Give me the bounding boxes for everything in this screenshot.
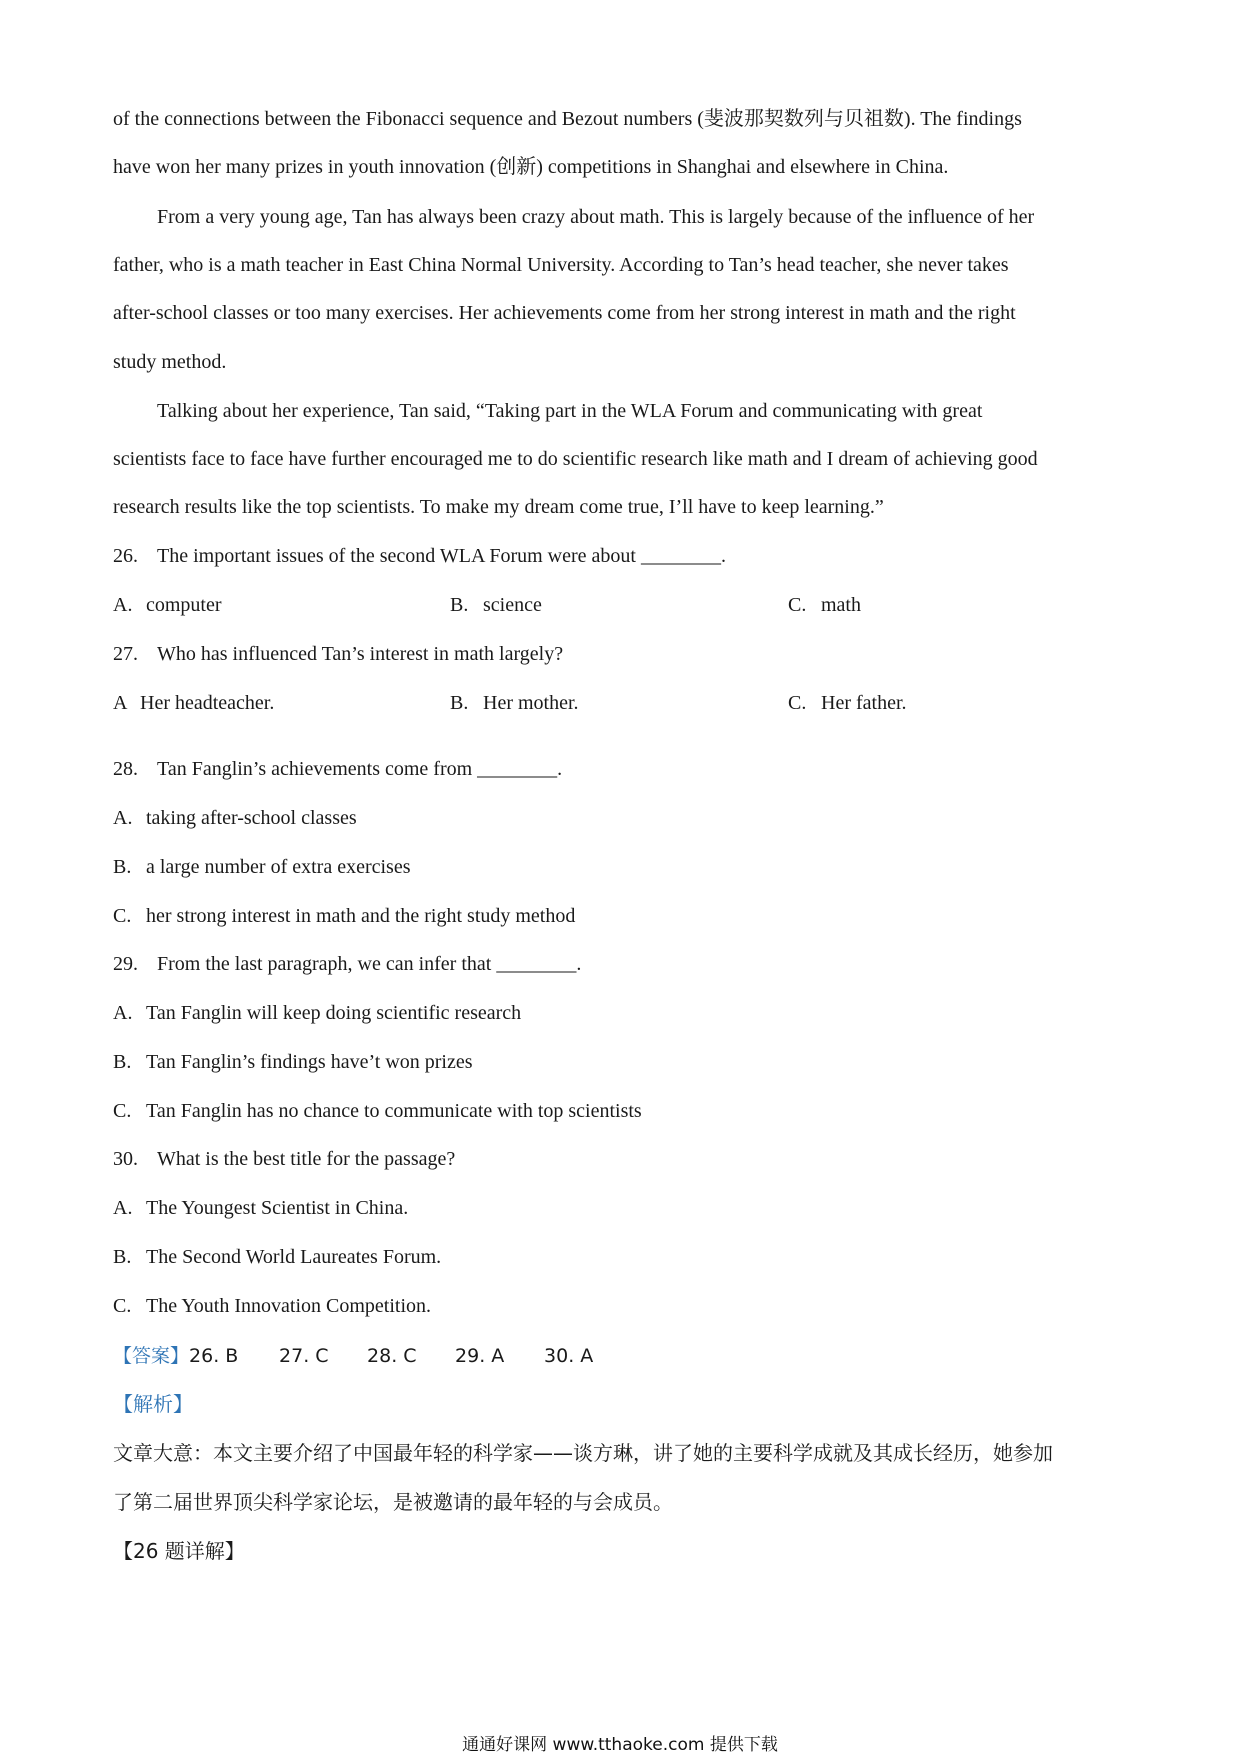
- question-29: [113, 951, 581, 977]
- option-26-a: A. computer: [113, 594, 222, 616]
- question-number: 28.: [113, 758, 138, 780]
- passage-text: scientists face to face have further encouraged me to do scientific research like math and I dream of achieving good: [113, 448, 1038, 470]
- option-30-b: B. The Second World Laureates Forum.: [113, 1246, 442, 1268]
- detail-heading: 【26 题详解】: [113, 1539, 245, 1563]
- question-number: 30.: [113, 1148, 138, 1170]
- question-number: 29.: [113, 953, 138, 975]
- answer-label: 【答案】: [113, 1345, 190, 1367]
- option-27-a: A Her headteacher.: [113, 692, 275, 714]
- option-30-c: C. The Youth Innovation Competition.: [113, 1295, 431, 1317]
- answer-item: 28. C: [367, 1345, 417, 1367]
- passage-text: research results like the top scientists. To make my dream come true, I’ll have to keep learning.”: [113, 496, 884, 518]
- answer-line: [113, 1343, 593, 1369]
- answer-item: 29. A: [455, 1345, 505, 1367]
- question-number: 27.: [113, 643, 138, 665]
- option-29-b: B. Tan Fanglin’s findings have’t won prizes: [113, 1051, 473, 1073]
- question-text: What is the best title for the passage?: [157, 1148, 456, 1170]
- answer-item: 30. A: [544, 1345, 594, 1367]
- option-29-a: A. Tan Fanglin will keep doing scientific research: [113, 1002, 522, 1024]
- question-number: 26.: [113, 545, 138, 567]
- option-28-c: C. her strong interest in math and the right study method: [113, 905, 576, 927]
- analysis-text: 了第二届世界顶尖科学家论坛，是被邀请的最年轻的与会成员。: [113, 1490, 673, 1514]
- question-text: The important issues of the second WLA Forum were about ________.: [157, 545, 726, 567]
- passage-text: From a very young age, Tan has always been crazy about math. This is largely because of the influence of her: [157, 206, 1035, 228]
- option-26-b: B. science: [450, 594, 542, 616]
- question-30: [113, 1146, 455, 1172]
- option-28-a: A. taking after-school classes: [113, 807, 357, 829]
- question-text: Who has influenced Tan’s interest in math largely?: [157, 643, 564, 665]
- analysis-label: 【解析】: [113, 1392, 193, 1416]
- question-28: [113, 756, 562, 782]
- question-27: [113, 641, 563, 667]
- answer-item: 27. C: [279, 1345, 329, 1367]
- passage-text: Talking about her experience, Tan said, “Taking part in the WLA Forum and communicating with great: [157, 400, 983, 422]
- option-28-b: B. a large number of extra exercises: [113, 856, 411, 878]
- option-26-c: C. math: [788, 594, 861, 616]
- question-text: From the last paragraph, we can infer that ________.: [157, 953, 582, 975]
- question-26: [113, 543, 726, 569]
- answer-item: 26. B: [189, 1345, 239, 1367]
- passage-text: after-school classes or too many exercises. Her achievements come from her strong interest in math and the right: [113, 302, 1016, 324]
- passage-text: study method.: [113, 351, 227, 373]
- footer-text: 通通好课网 www.tthaoke.com 提供下载: [462, 1735, 778, 1755]
- option-29-c: C. Tan Fanglin has no chance to communicate with top scientists: [113, 1100, 642, 1122]
- analysis-text: 文章大意：本文主要介绍了中国最年轻的科学家——谈方琳，讲了她的主要科学成就及其成长经历，她参加: [113, 1441, 1053, 1465]
- passage-text: father, who is a math teacher in East China Normal University. According to Tan’s head teacher, she never takes: [113, 254, 1009, 276]
- option-27-c: C. Her father.: [788, 692, 907, 714]
- option-27-b: B. Her mother.: [450, 692, 579, 714]
- passage-text: have won her many prizes in youth innovation (创新) competitions in Shanghai and elsewhere in China.: [113, 156, 949, 178]
- question-text: Tan Fanglin’s achievements come from ________.: [157, 758, 563, 780]
- option-30-a: A. The Youngest Scientist in China.: [113, 1197, 409, 1219]
- passage-text: of the connections between the Fibonacci sequence and Bezout numbers (斐波那契数列与贝祖数). The findings: [113, 108, 1022, 130]
